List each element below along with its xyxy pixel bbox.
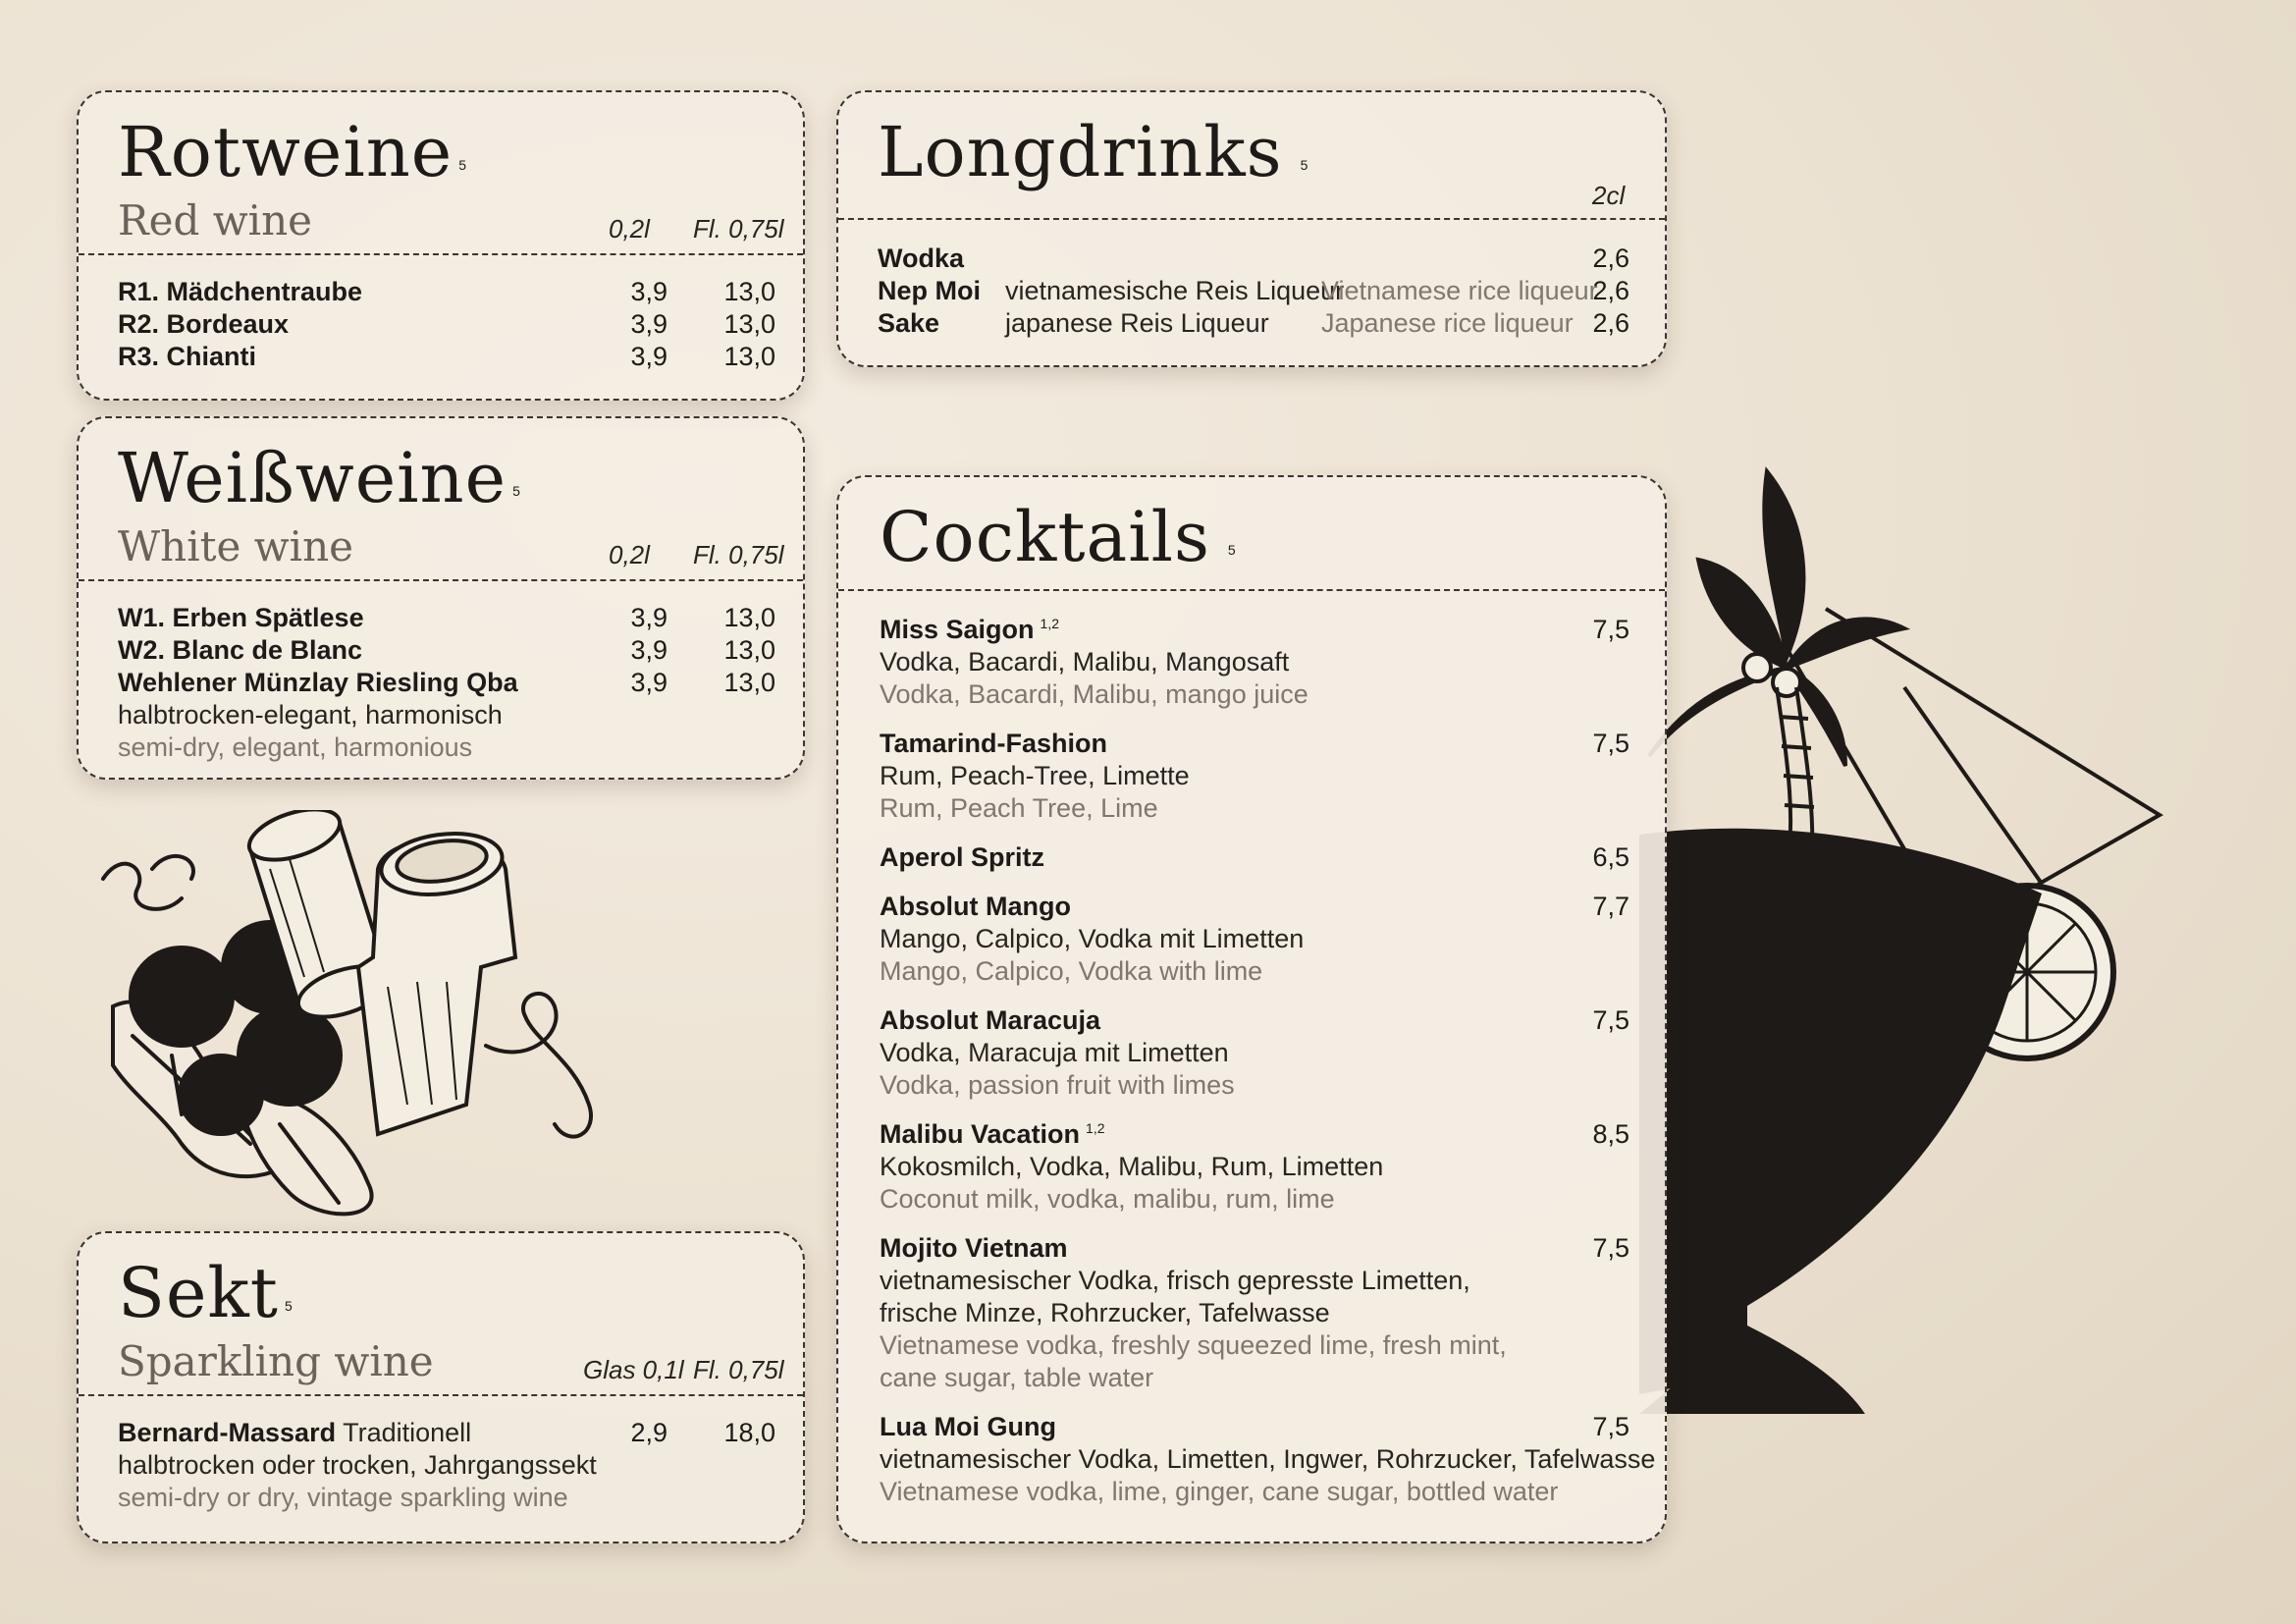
- cocktail-item-note: 1,2: [1040, 616, 1059, 631]
- weissweine-col1: 0,2l: [609, 540, 650, 569]
- rotweine-item-price1: 3,9: [630, 277, 667, 306]
- weissweine-item-desc-de: halbtrocken-elegant, harmonisch: [118, 700, 503, 730]
- sekt-card: [77, 1231, 805, 1543]
- cocktail-item-price: 7,5: [1592, 729, 1629, 758]
- longdrinks-item-en: Japanese rice liqueur: [1321, 308, 1574, 338]
- weissweine-separator: [79, 579, 803, 581]
- cocktail-item-price: 7,5: [1592, 1233, 1629, 1263]
- cocktail-item-en: Vodka, passion fruit with limes: [880, 1070, 1235, 1100]
- weissweine-item-desc-en: semi-dry, elegant, harmonious: [118, 732, 473, 762]
- cocktail-item-de: Kokosmilch, Vodka, Malibu, Rum, Limetten: [880, 1152, 1384, 1181]
- cocktail-item-note: 1,2: [1086, 1120, 1105, 1136]
- cocktail-item-name: [880, 1121, 1105, 1148]
- weissweine-title: [118, 438, 521, 518]
- sekt-separator: [79, 1394, 803, 1396]
- weissweine-card: [77, 416, 805, 780]
- cocktail-item-price: 7,7: [1592, 892, 1629, 921]
- rotweine-subtitle: Red wine: [118, 196, 313, 244]
- rotweine-item-name: R3. Chianti: [118, 342, 257, 371]
- cocktail-item-de: Vodka, Maracuja mit Limetten: [880, 1038, 1229, 1067]
- sekt-col1: Glas 0,1l: [583, 1355, 684, 1384]
- sekt-title: [118, 1253, 294, 1333]
- rotweine-item-price2: 13,0: [723, 309, 775, 339]
- cocktail-item-name: Tamarind-Fashion: [880, 729, 1108, 758]
- longdrinks-item-name: Sake: [878, 308, 940, 338]
- cocktail-item-name: Absolut Mango: [880, 892, 1071, 921]
- rotweine-card: [77, 90, 805, 401]
- cocktail-item-en: Mango, Calpico, Vodka with lime: [880, 956, 1263, 986]
- rotweine-col2: Fl. 0,75l: [693, 214, 784, 244]
- longdrinks-item-de: japanese Reis Liqueur: [1005, 308, 1269, 338]
- longdrinks-item-name: Wodka: [878, 244, 965, 273]
- weissweine-item-price2: 13,0: [723, 603, 775, 632]
- sekt-item-name-text: Bernard-Massard: [118, 1418, 337, 1447]
- sekt-title-text: Sekt: [118, 1253, 279, 1333]
- weissweine-col2: Fl. 0,75l: [693, 540, 784, 569]
- longdrinks-separator: [838, 218, 1665, 220]
- sekt-col2: Fl. 0,75l: [693, 1355, 784, 1384]
- cocktails-separator: [838, 589, 1665, 591]
- weissweine-item-price1: 3,9: [630, 603, 667, 632]
- cocktail-item-name-text: Malibu Vacation: [880, 1119, 1081, 1149]
- sekt-item-price2: 18,0: [723, 1418, 775, 1447]
- rotweine-title-text: Rotweine: [118, 112, 454, 192]
- sekt-item-price1: 2,9: [630, 1418, 667, 1447]
- longdrinks-col: 2cl: [1592, 181, 1626, 210]
- longdrinks-item-name: Nep Moi: [878, 276, 981, 305]
- cocktail-item-en: Vietnamese vodka, lime, ginger, cane sugar, bottled water: [880, 1477, 1559, 1506]
- cocktails-title-text: Cocktails: [880, 497, 1210, 577]
- cocktail-item-de: vietnamesischer Vodka, Limetten, Ingwer, Rohrzucker, Tafelwasse: [880, 1444, 1656, 1474]
- rotweine-item-price2: 13,0: [723, 342, 775, 371]
- cocktail-item-price: 6,5: [1592, 842, 1629, 872]
- weissweine-item-price1: 3,9: [630, 635, 667, 665]
- cocktail-item-en: Coconut milk, vodka, malibu, rum, lime: [880, 1184, 1335, 1214]
- cocktails-card: [836, 475, 1667, 1543]
- cocktail-item-price: 7,5: [1592, 1005, 1629, 1035]
- cocktail-item-name: Absolut Maracuja: [880, 1005, 1101, 1035]
- rotweine-title-sup: 5: [458, 157, 468, 173]
- weissweine-title-sup: 5: [512, 483, 521, 499]
- longdrinks-item-en: Vietnamese rice liqueur: [1321, 276, 1598, 305]
- cocktail-item-de: Mango, Calpico, Vodka mit Limetten: [880, 924, 1305, 953]
- longdrinks-item-de: vietnamesische Reis Liqueur: [1005, 276, 1345, 305]
- longdrinks-card: [836, 90, 1667, 367]
- cocktail-item-price: 8,5: [1592, 1119, 1629, 1149]
- cocktail-item-name: [880, 617, 1059, 643]
- cocktail-item-name: Lua Moi Gung: [880, 1412, 1056, 1441]
- cocktail-item-name: Mojito Vietnam: [880, 1233, 1068, 1263]
- cocktail-item-en: Vodka, Bacardi, Malibu, mango juice: [880, 679, 1308, 709]
- cocktails-title-sup: 5: [1227, 542, 1237, 558]
- rotweine-item-name: R2. Bordeaux: [118, 309, 290, 339]
- cocktail-item-de-line2: frische Minze, Rohrzucker, Tafelwasse: [880, 1298, 1330, 1327]
- weissweine-item-name: Wehlener Münzlay Riesling Qba: [118, 668, 518, 697]
- sekt-item-name-extra: Traditionell: [343, 1418, 472, 1447]
- weissweine-subtitle: White wine: [118, 522, 354, 570]
- sekt-title-sup: 5: [284, 1298, 294, 1314]
- rotweine-separator: [79, 253, 803, 255]
- cocktail-item-price: 7,5: [1592, 1412, 1629, 1441]
- cocktail-item-en-line2: cane sugar, table water: [880, 1363, 1154, 1392]
- rotweine-item-price1: 3,9: [630, 309, 667, 339]
- sekt-subtitle: Sparkling wine: [118, 1337, 434, 1385]
- cocktail-item-de: Vodka, Bacardi, Malibu, Mangosaft: [880, 647, 1290, 677]
- cocktail-item-de: vietnamesischer Vodka, frisch gepresste Limetten,: [880, 1266, 1470, 1295]
- weissweine-item-price2: 13,0: [723, 668, 775, 697]
- longdrinks-item-price: 2,6: [1592, 308, 1629, 338]
- rotweine-item-name: R1. Mädchentraube: [118, 277, 363, 306]
- rotweine-item-price1: 3,9: [630, 342, 667, 371]
- cocktail-item-name-text: Miss Saigon: [880, 615, 1035, 644]
- rotweine-title: [118, 112, 468, 192]
- cocktails-title: [880, 497, 1237, 577]
- cocktail-item-en: Vietnamese vodka, freshly squeezed lime, fresh mint,: [880, 1330, 1507, 1360]
- cocktail-item-name: Aperol Spritz: [880, 842, 1045, 872]
- grapes-corks-icon: [93, 810, 741, 1232]
- longdrinks-title: [878, 112, 1309, 192]
- weissweine-title-text: Weißweine: [118, 438, 507, 518]
- sekt-item-desc-en: semi-dry or dry, vintage sparkling wine: [118, 1483, 568, 1512]
- weissweine-item-price2: 13,0: [723, 635, 775, 665]
- longdrinks-item-price: 2,6: [1592, 244, 1629, 273]
- sekt-item-desc-de: halbtrocken oder trocken, Jahrgangssekt: [118, 1450, 597, 1480]
- longdrinks-title-sup: 5: [1300, 157, 1309, 173]
- rotweine-col1: 0,2l: [609, 214, 650, 244]
- weissweine-item-price1: 3,9: [630, 668, 667, 697]
- longdrinks-item-price: 2,6: [1592, 276, 1629, 305]
- cocktail-item-de: Rum, Peach-Tree, Limette: [880, 761, 1190, 790]
- sekt-item-name: [118, 1420, 471, 1446]
- rotweine-item-price2: 13,0: [723, 277, 775, 306]
- cocktail-item-en: Rum, Peach Tree, Lime: [880, 793, 1158, 823]
- cocktail-item-price: 7,5: [1592, 615, 1629, 644]
- weissweine-item-name: W2. Blanc de Blanc: [118, 635, 363, 665]
- longdrinks-title-text: Longdrinks: [878, 112, 1283, 192]
- weissweine-item-name: W1. Erben Spätlese: [118, 603, 364, 632]
